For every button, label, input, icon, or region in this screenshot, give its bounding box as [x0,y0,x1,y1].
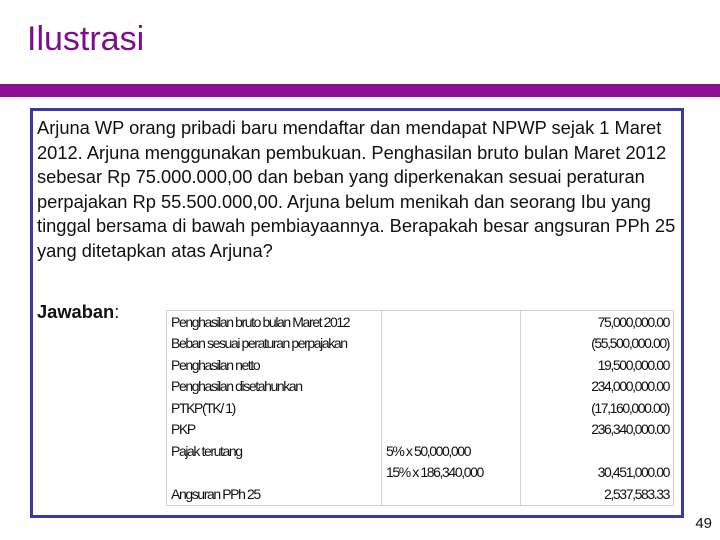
calculation-table [166,310,674,506]
row-label: Beban sesuai peraturan perpajakan [167,333,382,355]
problem-text: Arjuna WP orang pribadi baru mendaftar dan mendapat NPWP sejak 1 Maret 2012. Arjuna menggunakan pembukuan. Penghasilan bruto bulan Maret 2012 sebesar Rp 75.000.000,00 dan beban yang diperkenakan sesuai peraturan perpajakan Rp 55.500.000,00. Arjuna belum menikah dan seorang Ibu yang tinggal bersama di bawah pembiayaannya. Berapakah besar angsuran PPh 25 yang ditetapkan atas Arjuna? [37,117,676,261]
table-row [167,462,674,484]
row-formula [382,376,521,398]
answer-label [37,301,119,323]
row-amount: (17,160,000.00) [521,397,674,419]
table-row [167,354,674,376]
table-row [167,376,674,398]
row-formula [382,333,521,355]
row-formula [382,397,521,419]
row-amount: 2,537,583.33 [521,483,674,505]
row-amount: 30,451,000.00 [521,462,674,484]
row-amount: (55,500,000.00) [521,333,674,355]
row-formula [382,311,521,333]
row-amount [521,440,674,462]
row-label: Angsuran PPh 25 [167,483,382,505]
table-row [167,311,674,333]
row-formula [382,354,521,376]
table-row [167,440,674,462]
row-amount: 236,340,000.00 [521,419,674,441]
row-amount: 19,500,000.00 [521,354,674,376]
table-row [167,483,674,505]
row-label: Penghasilan bruto bulan Maret 2012 [167,311,382,333]
title-divider-bar [0,84,720,97]
table-row [167,397,674,419]
slide-title: Ilustrasi [27,20,145,58]
row-amount: 75,000,000.00 [521,311,674,333]
row-label: PKP [167,419,382,441]
row-formula [382,419,521,441]
answer-label-text: Jawaban [37,301,115,322]
row-label: PTKP(TK/ 1) [167,397,382,419]
page-number: 49 [695,515,712,532]
row-amount: 234,000,000.00 [521,376,674,398]
table-row [167,333,674,355]
answer-label-colon: : [114,301,120,322]
row-label: Penghasilan netto [167,354,382,376]
row-formula: 15% x 186,340,000 [382,462,521,484]
table-row [167,419,674,441]
row-label [167,462,382,484]
row-label: Penghasilan disetahunkan [167,376,382,398]
row-formula [382,483,521,505]
row-label: Pajak terutang [167,440,382,462]
row-formula: 5% x 50,000,000 [382,440,521,462]
